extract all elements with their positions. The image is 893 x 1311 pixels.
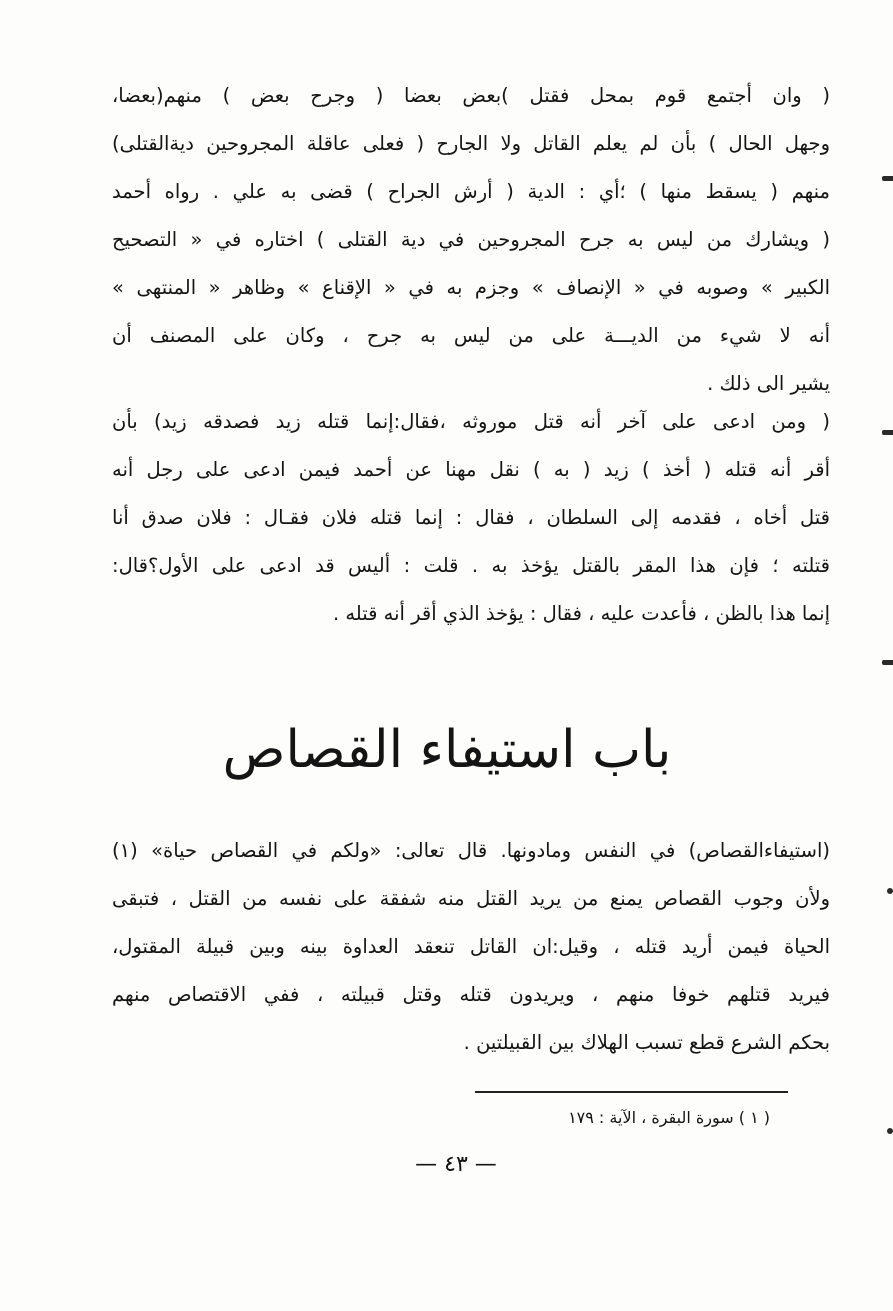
margin-mark [887,1128,893,1134]
text-line: ( ومن ادعى على آخر أنه قتل موروثه ،فقال:إنما قتله زيد فصدقه زيد) بأن [112,410,830,433]
text-line: فيريد قتلهم خوفا منهم ، ويريدون قتله وقتل قبيلته ، ففي الاقتصاص منهم [112,983,830,1006]
margin-mark [882,660,893,665]
text-line: الكبير » وصوبه في « الإنصاف » وجزم به في « الإقناع » وظاهر « المنتهى » [112,276,830,299]
text-line: قتلته ؛ فإن هذا المقر بالقتل يؤخذ به . قلت : أليس قد ادعى على الأول؟قال: [112,554,830,577]
footnote-divider [475,1091,788,1093]
text-line: منهم ( يسقط منها ) ؛أي : الدية ( أرش الجراح ) قضى به علي . رواه أحمد [112,180,830,203]
paragraph-retaliation [112,827,830,1067]
text-line: قتل أخاه ، فقدمه إلى السلطان ، فقال : إنما قتله فلان فقـال : فلان صدق أنا [112,506,830,529]
text-line: بحكم الشرع قطع تسبب الهلاك بين القبيلتين . [463,1031,830,1054]
text-line: أقر أنه قتله ( أخذ ) زيد ( به ) نقل مهنا عن أحمد فيمن ادعى على رجل أنه [112,458,830,481]
paragraph-confession [112,398,830,638]
text-line: ( ويشارك من ليس به جرح المجروحين في دية القتلى ) اختاره في « التصحيح [112,228,830,251]
margin-mark [882,176,893,181]
margin-mark [882,430,893,435]
text-line: الحياة فيمن أريد قتله ، وقيل:ان القاتل تنعقد العداوة بينه وبين قبيلة المقتول، [112,935,830,958]
text-line: (استيفاءالقصاص) في النفس ومادونها. قال تعالى: «ولكم في القصاص حياة» (١) [112,839,830,862]
text-line: إنما هذا بالظن ، فأعدت عليه ، فقال : يؤخذ الذي أقر أنه قتله . [332,602,830,625]
text-line: يشير الى ذلك . [707,372,830,395]
page-number: — ٤٣ — [415,1152,497,1177]
text-line: وجهل الحال ) بأن لم يعلم القاتل ولا الجارح ( فعلى عاقلة المجروحين ديةالقتلى) [112,132,830,155]
chapter-heading: باب استيفاء القصاص [222,720,672,780]
margin-mark [887,888,893,894]
text-line: ولأن وجوب القصاص يمنع من يريد القتل منه شفقة على نفسه من القتل ، فتبقى [112,887,830,910]
text-line: أنه لا شيء من الديـــة على من ليس به جرح ، وكان على المصنف أن [112,324,830,347]
footnote: ( ١ ) سورة البقرة ، الآية : ١٧٩ [568,1108,770,1127]
paragraph-joint-killing [112,72,830,408]
text-line: ( وان أجتمع قوم بمحل فقتل )بعض بعضا ( وجرح بعض ) منهم(بعضا، [112,84,830,107]
